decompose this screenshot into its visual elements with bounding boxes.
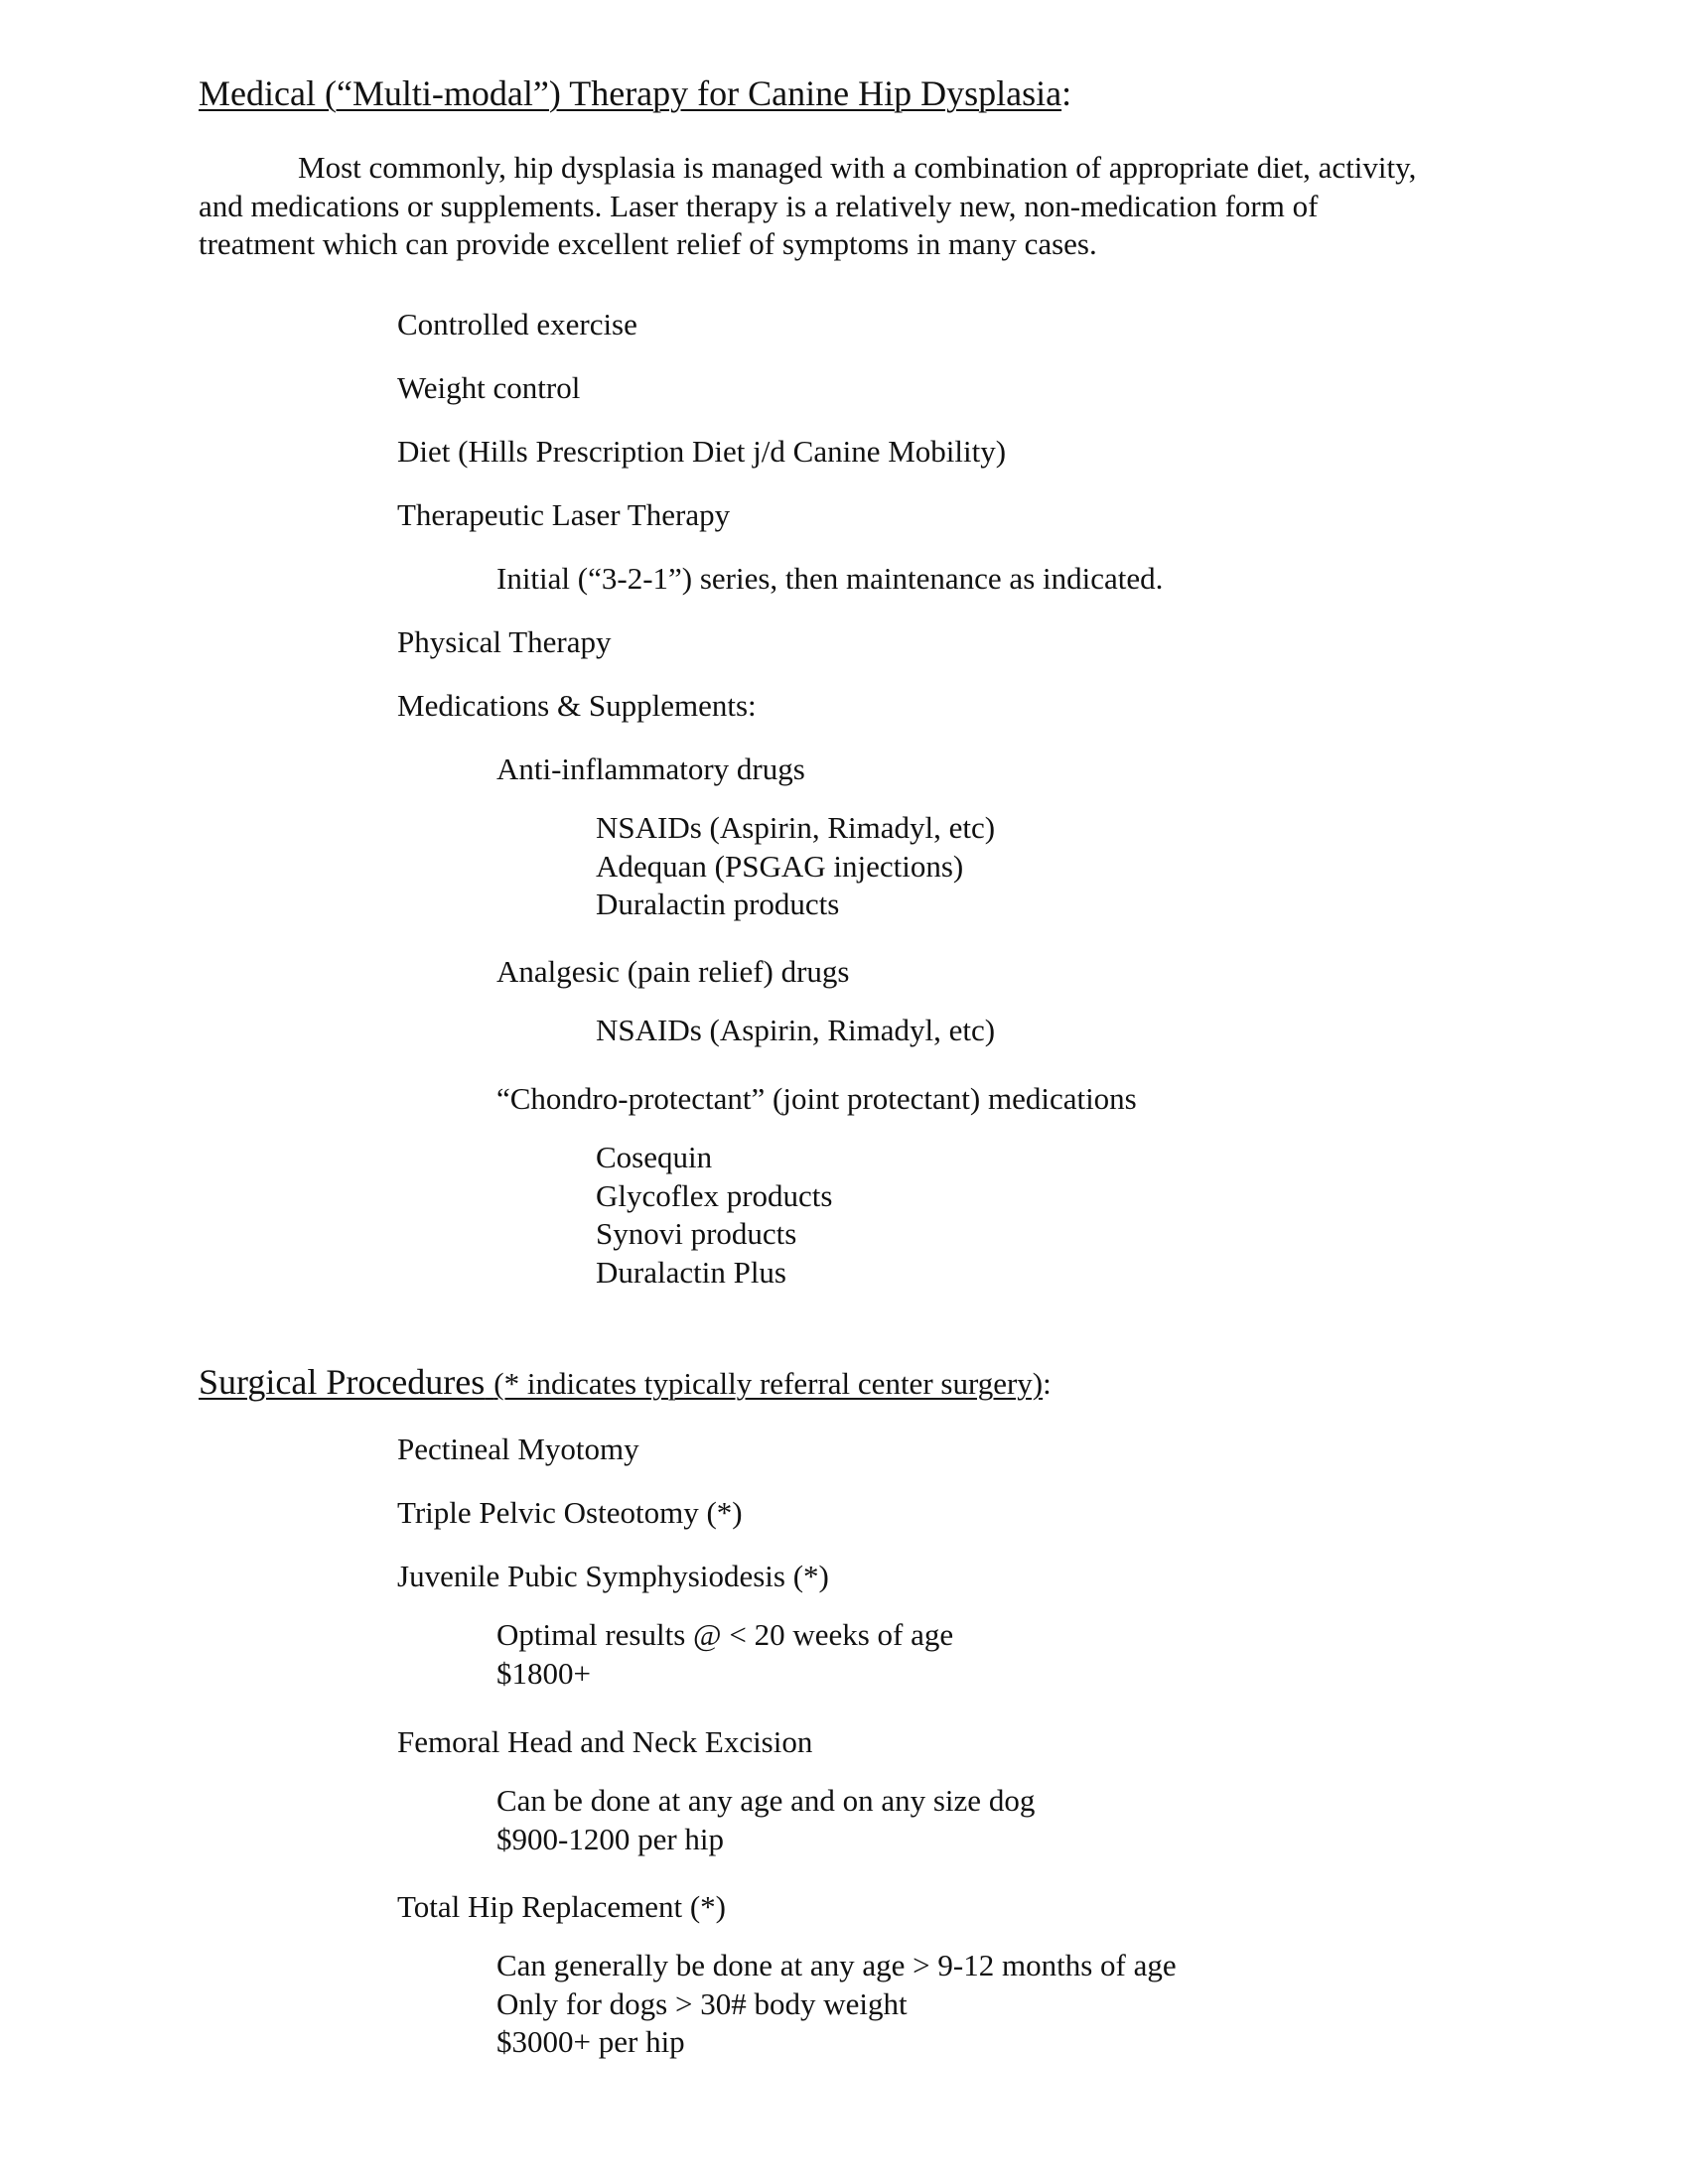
- anti-inflammatory-list: [596, 809, 995, 924]
- item-controlled-exercise: Controlled exercise: [397, 307, 637, 341]
- item-weight-control: Weight control: [397, 370, 581, 405]
- chondro-heading: “Chondro-protectant” (joint protectant) medications: [496, 1081, 1137, 1116]
- intro-paragraph: Most commonly, hip dysplasia is managed with a combination of appropriate diet, activity, and medications or supplements. Laser therapy is a relatively new, non-medication form of treatment which can provide excellent relief of symptoms in many cases.: [199, 150, 1417, 261]
- list-item: Adequan (PSGAG injections): [596, 848, 964, 884]
- surgical-procedures-title: Surgical Procedures (* indicates typically referral center surgery): [199, 1362, 1044, 1402]
- detail-line: Optimal results @ < 20 weeks of age: [496, 1617, 954, 1652]
- detail-line: Can generally be done at any age > 9-12 months of age: [496, 1948, 1177, 1982]
- chondro-list: [596, 1139, 832, 1292]
- item-laser-series: Initial (“3-2-1”) series, then maintenance as indicated.: [496, 561, 1164, 596]
- list-item: Synovi products: [596, 1216, 797, 1251]
- item-diet: Diet (Hills Prescription Diet j/d Canine Mobility): [397, 434, 1007, 469]
- item-laser-therapy: Therapeutic Laser Therapy: [397, 497, 731, 532]
- referral-note: (* indicates typically referral center surgery): [493, 1366, 1044, 1401]
- fhne-details: [496, 1782, 1035, 1858]
- surgical-title-colon: :: [1043, 1366, 1052, 1401]
- list-item: Glycoflex products: [596, 1177, 833, 1213]
- jps-details: [496, 1616, 953, 1693]
- detail-line: $1800+: [496, 1655, 591, 1691]
- list-item: NSAIDs (Aspirin, Rimadyl, etc): [596, 810, 996, 845]
- analgesic-list: [596, 1012, 995, 1050]
- item-medications-heading: Medications & Supplements:: [397, 688, 757, 723]
- analgesic-heading: Analgesic (pain relief) drugs: [496, 954, 850, 989]
- medical-therapy-title: Medical (“Multi-modal”) Therapy for Canine Hip Dysplasia: [199, 73, 1062, 113]
- item-fhne-heading: Femoral Head and Neck Excision: [397, 1724, 813, 1759]
- list-item: Duralactin products: [596, 887, 840, 921]
- list-item: Cosequin: [596, 1140, 713, 1174]
- list-item: Duralactin Plus: [596, 1254, 786, 1290]
- list-item: NSAIDs (Aspirin, Rimadyl, etc): [596, 1013, 996, 1047]
- item-triple-pelvic-osteotomy: Triple Pelvic Osteotomy (*): [397, 1495, 743, 1530]
- detail-line: Can be done at any age and on any size dog: [496, 1783, 1036, 1818]
- item-jps-heading: Juvenile Pubic Symphysiodesis (*): [397, 1559, 829, 1593]
- detail-line: Only for dogs > 30# body weight: [496, 1985, 908, 2021]
- medical-therapy-title-colon: :: [1061, 73, 1072, 113]
- detail-line: $900-1200 per hip: [496, 1821, 725, 1856]
- item-physical-therapy: Physical Therapy: [397, 624, 612, 659]
- surgical-procedures-heading: [199, 1364, 1052, 1400]
- detail-line: $3000+ per hip: [496, 2024, 685, 2059]
- thr-details: [496, 1947, 1177, 2062]
- anti-inflammatory-heading: Anti-inflammatory drugs: [496, 751, 805, 786]
- medical-therapy-heading: [199, 75, 1071, 111]
- item-thr-heading: Total Hip Replacement (*): [397, 1889, 726, 1924]
- item-pectineal-myotomy: Pectineal Myotomy: [397, 1432, 639, 1466]
